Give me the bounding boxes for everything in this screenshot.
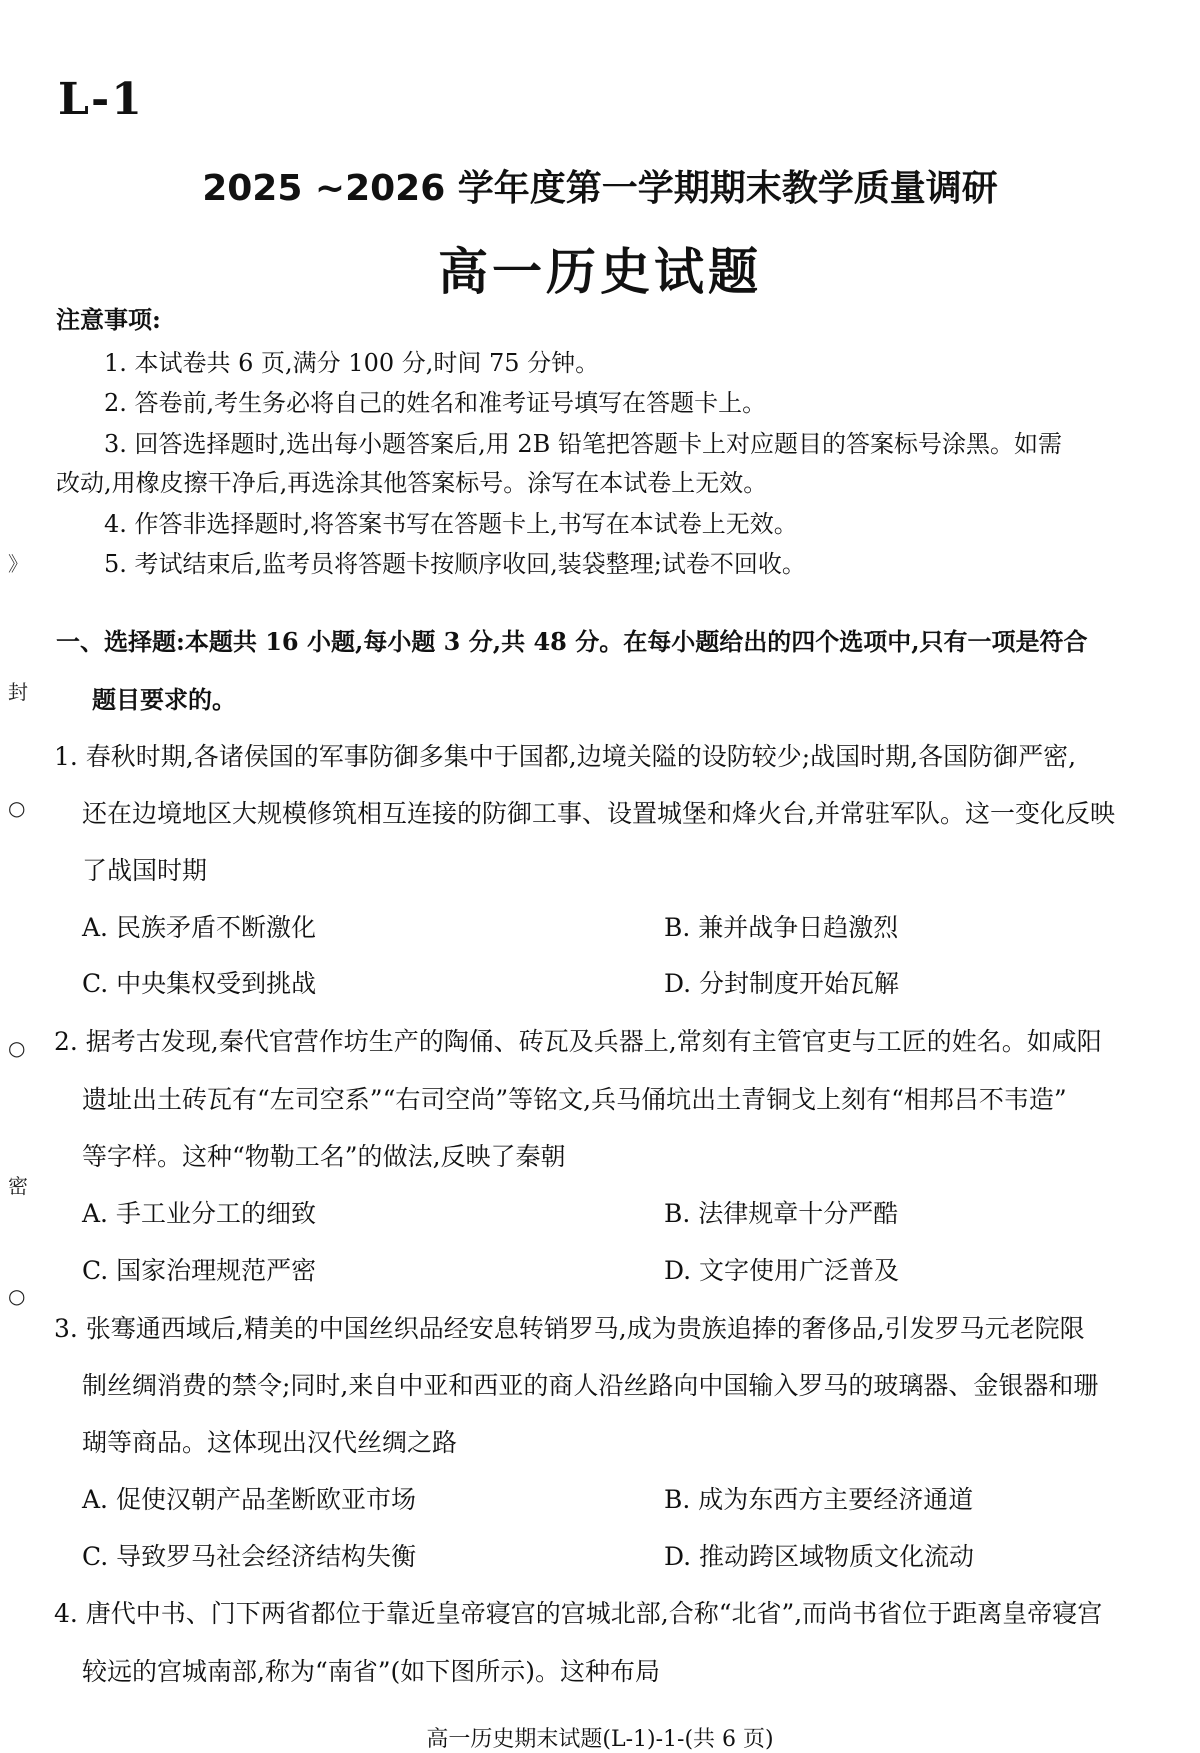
question-1-option-c: C. 中央集权受到挑战 [82,969,317,998]
margin-mark-circle: ○ [8,1284,26,1308]
question-3-option-c: C. 导致罗马社会经济结构失衡 [82,1542,417,1571]
question-2-option-a: A. 手工业分工的细致 [82,1199,316,1228]
notice-item: 2. 答卷前,考生务必将自己的姓名和准考证号填写在答题卡上。 [104,389,767,417]
question-2-option-b: B. 法律规章十分严酷 [664,1199,899,1228]
section-heading-continued: 题目要求的。 [92,685,236,714]
question-1-line: 1. 春秋时期,各诸侯国的军事防御多集中于国都,边境关隘的设防较少;战国时期,各国防御严密, [54,742,1077,771]
question-3-line: 3. 张骞通西域后,精美的中国丝织品经安息转销罗马,成为贵族追捧的奢侈品,引发罗马元老院限 [54,1314,1085,1343]
question-1-line: 还在边境地区大规模修筑相互连接的防御工事、设置城堡和烽火台,并常驻军队。这一变化反映 [82,799,1115,828]
question-3-option-d: D. 推动跨区域物质文化流动 [664,1542,975,1571]
margin-mark: 》 [8,552,28,576]
notice-heading: 注意事项: [56,305,161,334]
notice-item: 4. 作答非选择题时,将答案书写在答题卡上,书写在本试卷上无效。 [104,510,798,538]
question-3-line: 制丝绸消费的禁令;同时,来自中亚和西亚的商人沿丝路向中国输入罗马的玻璃器、金银器和珊 [82,1371,1099,1400]
question-3-line: 瑚等商品。这体现出汉代丝绸之路 [82,1428,458,1457]
question-2-option-d: D. 文字使用广泛普及 [664,1256,900,1285]
subject-title: 高一历史试题 [438,243,762,301]
question-1-option-b: B. 兼并战争日趋激烈 [664,913,899,942]
notice-item: 3. 回答选择题时,选出每小题答案后,用 2B 铅笔把答题卡上对应题目的答案标号涂黑。如需 [104,430,1062,458]
question-1-option-d: D. 分封制度开始瓦解 [664,969,900,998]
paper-code: L-1 [58,74,144,125]
question-2-option-c: C. 国家治理规范严密 [82,1256,317,1285]
margin-mark-secret: 密 [8,1174,28,1198]
exam-title: 2025 ~2026 学年度第一学期期末教学质量调研 [202,168,998,209]
question-2-line: 等字样。这种“物勒工名”的做法,反映了秦朝 [82,1142,566,1171]
margin-mark-seal: 封 [8,680,28,704]
question-4-line: 较远的宫城南部,称为“南省”(如下图所示)。这种布局 [82,1657,661,1686]
notice-item-continued: 改动,用橡皮擦干净后,再选涂其他答案标号。涂写在本试卷上无效。 [56,469,768,497]
notice-item: 5. 考试结束后,监考员将答题卡按顺序收回,装袋整理;试卷不回收。 [104,550,806,578]
margin-mark-circle: ○ [8,796,26,820]
question-1-line: 了战国时期 [82,856,208,885]
section-heading: 一、选择题:本题共 16 小题,每小题 3 分,共 48 分。在每小题给出的四个选项中,只有一项是符合 [56,627,1088,656]
margin-mark-circle: ○ [8,1036,26,1060]
page-footer: 高一历史期末试题(L-1)-1-(共 6 页) [426,1727,774,1752]
question-1-option-a: A. 民族矛盾不断激化 [82,913,316,942]
question-4-line: 4. 唐代中书、门下两省都位于靠近皇帝寝宫的宫城北部,合称“北省”,而尚书省位于距离皇帝寝宫 [54,1599,1103,1628]
question-3-option-a: A. 促使汉朝产品垄断欧亚市场 [82,1485,416,1514]
question-2-line: 2. 据考古发现,秦代官营作坊生产的陶俑、砖瓦及兵器上,常刻有主管官吏与工匠的姓名。如咸阳 [54,1027,1102,1056]
question-2-line: 遗址出土砖瓦有“左司空系”“右司空尚”等铭文,兵马俑坑出土青铜戈上刻有“相邦吕不韦造” [82,1085,1067,1114]
question-3-option-b: B. 成为东西方主要经济通道 [664,1485,974,1514]
notice-item: 1. 本试卷共 6 页,满分 100 分,时间 75 分钟。 [104,349,600,377]
